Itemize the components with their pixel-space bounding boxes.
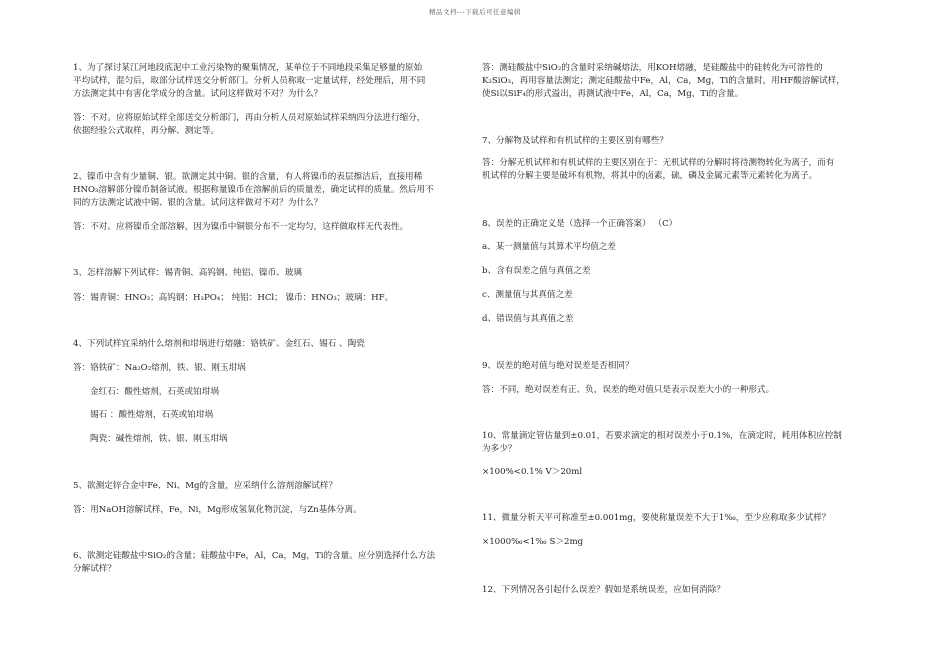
text-paragraph [73, 62, 468, 102]
text-paragraph [482, 430, 877, 456]
text-line: 答：分解无机试样和有机试样的主要区别在于：无机试样的分解时将待测物转化为离子，而有 [482, 158, 835, 168]
text-line: 3、怎样溶解下列试样：锡青铜、高钨钢、纯铝、镍币、玻璃 [73, 268, 302, 278]
text-line: 5、欲测定锌合金中Fe、Ni、Mg的含量，应采纳什么溶剂溶解试样？ [73, 481, 338, 491]
text-line: 依据经验公式取样，再分解、测定等。 [73, 126, 220, 137]
text-line: 同的方法测定试液中铜、银的含量。试问这样做对不对？为什么？ [73, 198, 323, 209]
text-line: 6、欲测定硅酸盐中SiO₂的含量；硅酸盐中Fe，Al，Ca，Mg，Ti的含量。应分别选择什么方法 [73, 551, 436, 561]
text-paragraph [73, 362, 468, 375]
text-line: 答：不同，绝对误差有正、负，误差的绝对值只是表示误差大小的一种形式。 [482, 385, 775, 395]
text-paragraph [482, 62, 877, 102]
page-header: 精品文档---下载后可任意编辑 [428, 8, 522, 16]
text-line: ×100%<0.1% V＞20ml [482, 467, 583, 477]
text-paragraph [482, 512, 877, 525]
text-paragraph [482, 135, 877, 148]
text-paragraph [482, 584, 877, 597]
text-paragraph [482, 313, 877, 326]
text-line: 方法测定其中有害化学成分的含量。试问这样做对不对？为什么？ [73, 89, 323, 100]
text-line: 平均试样，混匀后，取部分试样送交分析部门。分析人员称取一定量试样，经处理后，用不同 [73, 76, 426, 87]
text-line: 9、误差的绝对值与绝对误差是否相同？ [482, 361, 634, 371]
text-line: 金红石：酸性熔剂，石英或铂坩埚 [90, 387, 219, 397]
text-paragraph [482, 360, 877, 373]
text-paragraph [73, 433, 485, 446]
text-paragraph [73, 292, 468, 305]
text-line: 12、下列情况各引起什么误差？假如是系统误差，应如何消除？ [482, 585, 725, 595]
text-line: 分解试样？ [73, 564, 116, 575]
text-line: 使Si以SiF₄的形式溢出，再测试液中Fe，Al，Ca，Mg，Ti的含量。 [482, 89, 744, 100]
text-line: b、含有误差之值与真值之差 [482, 266, 591, 276]
text-line: HNO₃溶解部分镍币制备试液。根据称量镍币在溶解前后的质量差，确定试样的质量。然后用不 [73, 185, 434, 196]
text-paragraph [73, 550, 468, 576]
text-paragraph [482, 536, 877, 549]
text-line: 锡石 ：酸性熔剂，石英或铂坩埚 [90, 410, 214, 420]
text-line: 答：测硅酸盐中SiO₂的含量时采纳碱熔法，用KOH熔融，是硅酸盐中的硅转化为可溶性的 [482, 63, 823, 73]
text-line: d、错误值与其真值之差 [482, 314, 574, 324]
text-line: 4、下列试样宜采纳什么熔剂和坩埚进行熔融：铬铁矿、金红石、锡石 、陶瓷 [73, 339, 365, 349]
text-paragraph [482, 466, 877, 479]
text-paragraph [73, 267, 468, 280]
text-paragraph [482, 218, 877, 231]
text-paragraph [73, 409, 485, 422]
text-paragraph [482, 241, 877, 254]
text-line: 为多少？ [482, 444, 517, 455]
text-paragraph [482, 265, 877, 278]
text-line: 1、为了探讨某江河地段底泥中工业污染物的聚集情况，某单位于不同地段采集足够量的原始 [73, 63, 423, 73]
text-line: a、某一测量值与其算术平均值之差 [482, 242, 617, 252]
text-line: K₂SiO₃，再用容量法测定；测定硅酸盐中Fe，Al，Ca，Mg，Ti的含量时，用HF酸溶解试样， [482, 76, 845, 87]
text-line: 答：不对。应将镍币全部溶解，因为镍币中铜银分布不一定均匀，这样做取样无代表性。 [73, 222, 409, 232]
text-paragraph [482, 289, 877, 302]
text-paragraph [73, 386, 485, 399]
text-paragraph [73, 221, 468, 234]
text-paragraph [73, 338, 468, 351]
text-paragraph [73, 112, 468, 138]
text-paragraph [482, 157, 877, 183]
text-line: c、测量值与其真值之差 [482, 290, 573, 300]
text-line: 8、误差的正确定义是（选择一个正确答案） （C） [482, 219, 678, 229]
text-line: 陶瓷：碱性熔剂，铁、银、刚玉坩埚 [90, 434, 228, 444]
text-paragraph [73, 171, 468, 211]
text-line: ×1000‰<1‰ S＞2mg [482, 537, 584, 547]
text-line: 7、分解物及试样和有机试样的主要区别有哪些？ [482, 136, 668, 146]
text-line: 答：锡青铜：HNO₃；高钨钢：H₃PO₄； 纯铝：HCl； 镍币：HNO₃；玻璃：HF。 [73, 293, 394, 303]
text-line: 机试样的分解主要是破坏有机物，将其中的卤素，硫，磷及金属元素等元素转化为离子。 [482, 171, 818, 182]
text-line: 答：铬铁矿：Na₂O₂熔剂，铁、银、刚玉坩埚 [73, 363, 246, 373]
text-paragraph [73, 480, 468, 493]
text-line: 10、常量滴定管估量到±0.01，若要求滴定的相对误差小于0.1%，在滴定时，耗用体积应控制 [482, 431, 842, 441]
text-paragraph [482, 384, 877, 397]
text-line: 11、微量分析天平可称准至±0.001mg，要使称量误差不大于1‰，至少应称取多少试样？ [482, 513, 831, 523]
text-line: 答：不对。应将原始试样全部送交分析部门，再由分析人员对原始试样采纳四分法进行缩分， [73, 113, 426, 123]
text-line: 答：用NaOH溶解试样，Fe，Ni，Mg形成氢氧化物沉淀，与Zn基体分离。 [73, 505, 362, 515]
text-line: 2、镍币中含有少量铜、银。欲测定其中铜、银的含量，有人将镍币的表层擦洁后，直接用稀 [73, 172, 423, 182]
text-paragraph [73, 504, 468, 517]
